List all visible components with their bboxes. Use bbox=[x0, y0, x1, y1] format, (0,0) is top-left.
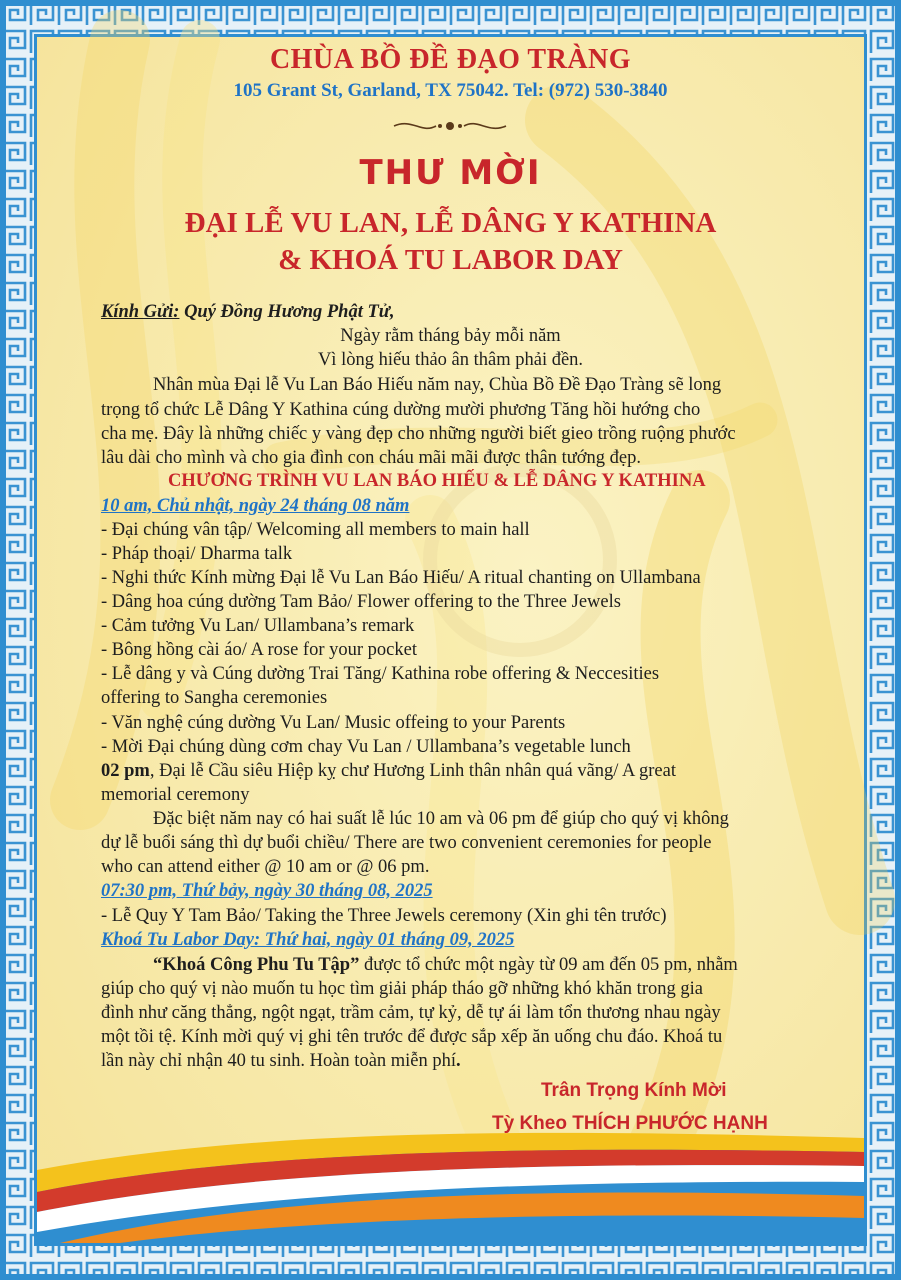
afternoon-description-cont: memorial ceremony bbox=[101, 785, 250, 805]
verse-line-1: Ngày rằm tháng bảy mỗi năm bbox=[340, 326, 561, 346]
session-1-item: offering to Sangha ceremonies bbox=[101, 688, 328, 708]
temple-name: CHÙA BỒ ĐỀ ĐẠO TRÀNG bbox=[269, 44, 632, 75]
session-1-item: - Cảm tưởng Vu Lan/ Ullambana’s remark bbox=[101, 616, 415, 636]
ornament-divider bbox=[392, 118, 508, 134]
session-2-item: - Lễ Quy Y Tam Bảo/ Taking the Three Jewels ceremony (Xin ghi tên trước) bbox=[101, 906, 667, 926]
session-1-heading: 10 am, Chủ nhật, ngày 24 tháng 08 năm bbox=[101, 496, 410, 516]
invitation-title: THƯ MỜI bbox=[359, 153, 542, 193]
intro-line-2: trọng tổ chức Lễ Dâng Y Kathina cúng dường mười phương Tăng hồi hướng cho bbox=[101, 400, 701, 420]
greeting-label: Kính Gửi: bbox=[101, 302, 180, 322]
session-1-item: - Đại chúng vân tập/ Welcoming all members to main hall bbox=[101, 520, 530, 540]
retreat-last-text: lần này chỉ nhận 40 tu sinh. Hoàn toàn miễn phí bbox=[101, 1051, 457, 1071]
session-1-item: - Nghi thức Kính mừng Đại lễ Vu Lan Báo Hiếu/ A ritual chanting on Ullambana bbox=[101, 568, 701, 588]
session-1-item: - Mời Đại chúng dùng cơm chay Vu Lan / Ullambana’s vegetable lunch bbox=[101, 737, 631, 757]
closing-phrase: Trân Trọng Kính Mời bbox=[541, 1080, 727, 1101]
greeting bbox=[101, 300, 395, 324]
session-2-heading: 07:30 pm, Thứ bảy, ngày 30 tháng 08, 2025 bbox=[101, 881, 433, 901]
afternoon-description: , Đại lễ Cầu siêu Hiệp kỵ chư Hương Linh thân nhân quá vãng/ A great bbox=[149, 761, 676, 781]
special-note-line-2: dự lễ buổi sáng thì dự buổi chiều/ There are two convenient ceremonies for people bbox=[101, 833, 712, 853]
greeting-recipient: Quý Đồng Hương Phật Tử, bbox=[179, 302, 395, 322]
retreat-name: “Khoá Công Phu Tu Tập” bbox=[153, 955, 360, 975]
intro-line-3: cha mẹ. Đây là những chiếc y vàng đẹp cho những người biết gieo trồng ruộng phước bbox=[101, 424, 736, 444]
retreat-line-5 bbox=[101, 1049, 461, 1073]
retreat-line-1 bbox=[153, 953, 738, 977]
special-note-line-1: Đặc biệt năm nay có hai suất lễ lúc 10 am và 06 pm để giúp cho quý vị không bbox=[153, 809, 729, 829]
afternoon-time: 02 pm bbox=[101, 761, 150, 781]
signer-name: Tỳ Kheo THÍCH PHƯỚC HẠNH bbox=[492, 1113, 768, 1134]
retreat-line-3: đình như căng thẳng, ngột ngạt, trầm cảm, tự kỷ, dễ tự ái làm tổn thương nhau ngày bbox=[101, 1003, 721, 1023]
program-heading: CHƯƠNG TRÌNH VU LAN BÁO HIẾU & LỄ DÂNG Y KATHINA bbox=[168, 471, 706, 491]
retreat-line-4: một tồi tệ. Kính mời quý vị ghi tên trước để được sắp xếp ăn uống chu đáo. Khoá tu bbox=[101, 1027, 723, 1047]
session-1-item: - Bông hồng cài áo/ A rose for your pocket bbox=[101, 640, 417, 660]
intro-line-4: lâu dài cho mình và cho gia đình con cháu mãi mãi được thân tướng đẹp. bbox=[101, 448, 642, 468]
afternoon-ceremony bbox=[101, 759, 676, 783]
retreat-heading: Khoá Tu Labor Day: Thứ hai, ngày 01 tháng 09, 2025 bbox=[101, 930, 515, 950]
session-1-item: - Dâng hoa cúng dường Tam Bảo/ Flower offering to the Three Jewels bbox=[101, 592, 621, 612]
temple-address: 105 Grant St, Garland, TX 75042. Tel: (972) 530-3840 bbox=[233, 80, 668, 101]
session-1-item: - Pháp thoại/ Dharma talk bbox=[101, 544, 293, 564]
retreat-description: được tổ chức một ngày từ 09 am đến 05 pm, nhằm bbox=[359, 955, 738, 975]
retreat-line-2: giúp cho quý vị nào muốn tu học tìm giải pháp tháo gỡ những khó khăn trong gia bbox=[101, 979, 703, 999]
session-1-item: - Văn nghệ cúng dường Vu Lan/ Music offeing to your Parents bbox=[101, 713, 566, 733]
verse-line-2: Vì lòng hiếu thảo ân thâm phải đền. bbox=[317, 350, 584, 370]
intro-line-1: Nhân mùa Đại lễ Vu Lan Báo Hiếu năm nay, Chùa Bồ Đề Đạo Tràng sẽ long bbox=[153, 375, 722, 395]
event-subtitle-line-1: ĐẠI LỄ VU LAN, LỄ DÂNG Y KATHINA bbox=[184, 207, 717, 239]
special-note-line-3: who can attend either @ 10 am or @ 06 pm. bbox=[101, 857, 430, 877]
retreat-last-dot: . bbox=[456, 1051, 461, 1071]
session-1-item: - Lễ dâng y và Cúng dường Trai Tăng/ Kathina robe offering & Neccesities bbox=[101, 664, 660, 684]
event-subtitle-line-2: & KHOÁ TU LABOR DAY bbox=[278, 244, 623, 276]
